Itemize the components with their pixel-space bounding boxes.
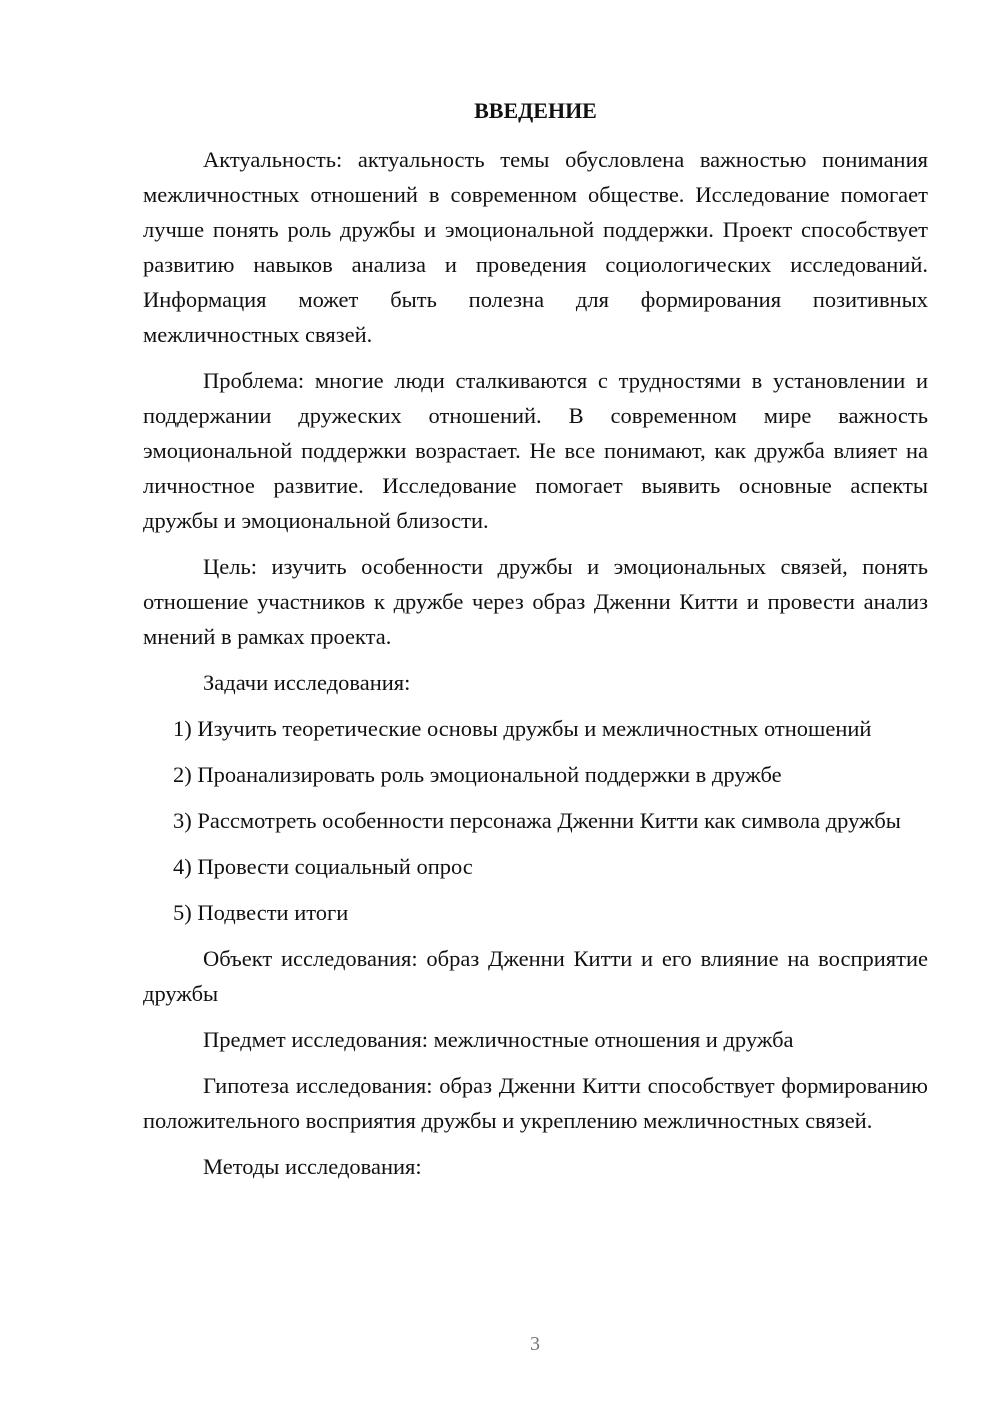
paragraph-relevance: Актуальность: актуальность темы обусловлена важностью понимания межличностных отношений в современном обществе. Исследование помогает лучше понять роль дружбы и эмоциональной поддержки. Проект способствует развитию навыков анализа и проведения социологических исследований. Информация может быть полезна для формирования позитивных межличностных связей. xyxy=(143,147,928,347)
document-page xyxy=(143,96,928,1195)
task-item-2: 2) Проанализировать роль эмоциональной поддержки в дружбе xyxy=(173,762,782,787)
task-item-5: 5) Подвести итоги xyxy=(173,900,349,925)
page-number: 3 xyxy=(530,1333,540,1355)
document-heading: ВВЕДЕНИЕ xyxy=(474,98,597,123)
paragraph-object: Объект исследования: образ Дженни Китти и его влияние на восприятие дружбы xyxy=(143,946,928,1006)
paragraph-hypothesis: Гипотеза исследования: образ Дженни Китти способствует формированию положительного восприятия дружбы и укреплению межличностных связей. xyxy=(143,1073,928,1133)
task-item-3: 3) Рассмотреть особенности персонажа Дженни Китти как символа дружбы xyxy=(173,808,901,833)
paragraph-problem: Проблема: многие люди сталкиваются с трудностями в установлении и поддержании дружеских отношений. В современном мире важность эмоциональной поддержки возрастает. Не все понимают, как дружба влияет на личностное развитие. Исследование помогает выявить основные аспекты дружбы и эмоциональной близости. xyxy=(143,368,928,533)
task-item-4: 4) Провести социальный опрос xyxy=(173,854,473,879)
paragraph-methods: Методы исследования: xyxy=(203,1154,422,1179)
paragraph-tasks-title: Задачи исследования: xyxy=(203,670,411,695)
paragraph-goal: Цель: изучить особенности дружбы и эмоциональных связей, понять отношение участников к дружбе через образ Дженни Китти и провести анализ мнений в рамках проекта. xyxy=(143,554,928,649)
task-item-1: 1) Изучить теоретические основы дружбы и межличностных отношений xyxy=(173,716,872,741)
paragraph-subject: Предмет исследования: межличностные отношения и дружба xyxy=(203,1027,794,1052)
